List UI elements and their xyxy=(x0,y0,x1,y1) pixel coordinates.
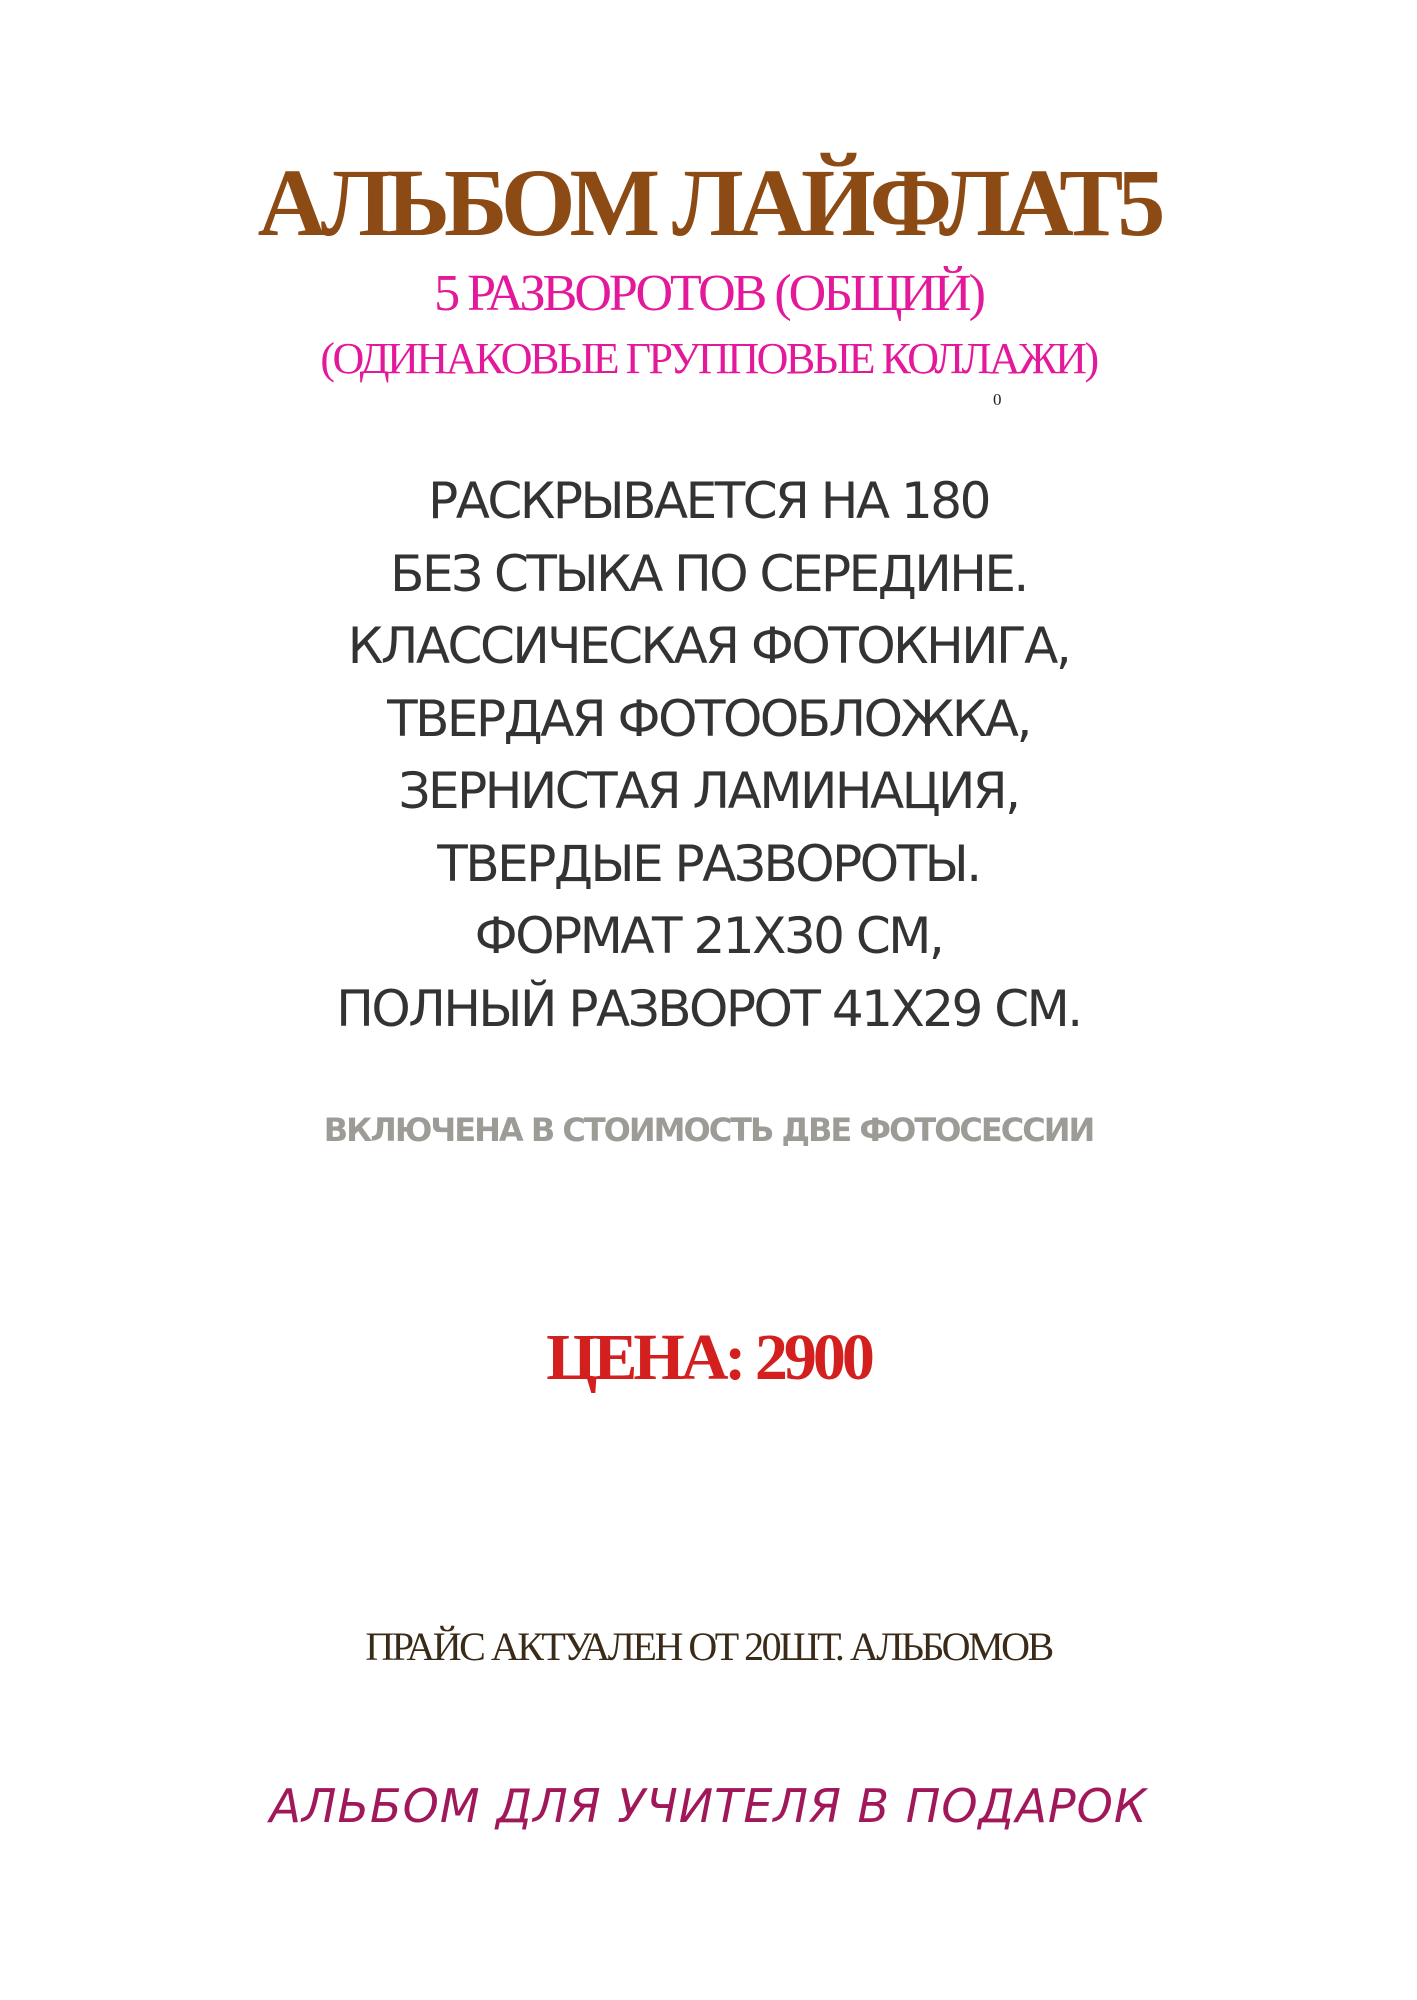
product-description xyxy=(0,465,1417,1045)
included-sessions-note: ВКЛЮЧЕНА В СТОИМОСТЬ ДВЕ ФОТОСЕССИИ xyxy=(323,1111,1094,1149)
description-line: ТВЕРДАЯ ФОТООБЛОЖКА, xyxy=(387,689,1030,748)
description-line: БЕЗ СТЫКА ПО СЕРЕДИНЕ. xyxy=(390,544,1027,603)
description-line: РАСКРЫВАЕТСЯ НА 180 xyxy=(428,472,989,530)
price-validity-note: ПРАЙС АКТУАЛЕН ОТ 20ШТ. АЛЬБОМОВ xyxy=(365,1624,1052,1669)
description-line: ТВЕРДЫЕ РАЗВОРОТЫ. xyxy=(437,834,980,893)
teacher-gift-note: АЛЬБОМ ДЛЯ УЧИТЕЛЯ В ПОДАРОК xyxy=(269,1779,1148,1833)
page-title: АЛЬБОМ ЛАЙФЛАТ5 xyxy=(257,149,1160,256)
description-line: ПОЛНЫЙ РАЗВОРОТ 41Х29 СМ. xyxy=(336,979,1081,1038)
price-label: ЦЕНА: 2900 xyxy=(546,1321,871,1394)
description-line: ФОРМАТ 21Х30 СМ, xyxy=(474,907,943,965)
tiny-mark: 0 xyxy=(993,390,1002,409)
description-line: ЗЕРНИСТАЯ ЛАМИНАЦИЯ, xyxy=(398,762,1019,820)
description-line: КЛАССИЧЕСКАЯ ФОТОКНИГА, xyxy=(347,617,1070,675)
subtitle-spreads: 5 РАЗВОРОТОВ (ОБЩИЙ) xyxy=(434,265,983,322)
subtitle-collages: (ОДИНАКОВЫЕ ГРУППОВЫЕ КОЛЛАЖИ) xyxy=(320,334,1097,383)
